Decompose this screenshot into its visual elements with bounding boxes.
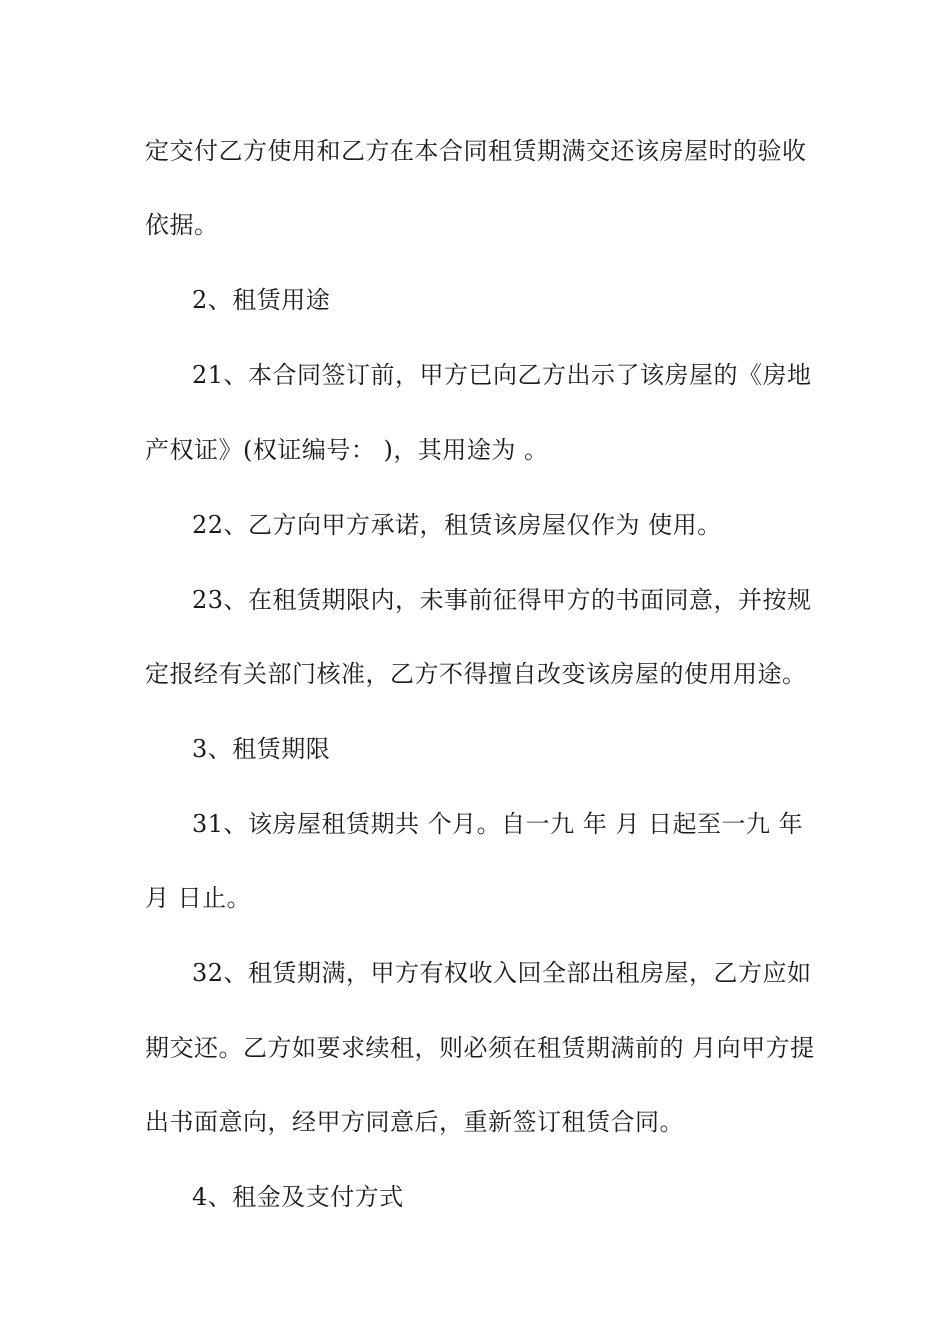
paragraph-line: 21、本合同签订前，甲方已向乙方出示了该房屋的《房地 xyxy=(192,361,812,389)
paragraph-line: 产权证》(权证编号： )，其用途为 。 xyxy=(145,436,549,464)
paragraph-line: 定交付乙方使用和乙方在本合同租赁期满交还该房屋时的验收 xyxy=(145,137,807,165)
paragraph-line: 31、该房屋租赁期共 个月。自一九 年 月 日起至一九 年 xyxy=(192,810,804,838)
paragraph-line: 月 日止。 xyxy=(145,884,252,912)
paragraph-line: 依据。 xyxy=(145,211,219,239)
section-heading: 4、租金及支付方式 xyxy=(192,1183,404,1211)
paragraph-line: 定报经有关部门核准，乙方不得擅自改变该房屋的使用用途。 xyxy=(145,660,807,688)
section-heading: 3、租赁期限 xyxy=(192,735,331,763)
paragraph-line: 期交还。乙方如要求续租，则必须在租赁期满前的 月向甲方提 xyxy=(145,1034,815,1062)
section-heading: 2、租赁用途 xyxy=(192,286,331,314)
paragraph-line: 出书面意向，经甲方同意后，重新签订租赁合同。 xyxy=(145,1108,684,1136)
paragraph-line: 22、乙方向甲方承诺，租赁该房屋仅作为 使用。 xyxy=(192,511,722,539)
paragraph-line: 32、租赁期满，甲方有权收入回全部出租房屋，乙方应如 xyxy=(192,959,812,987)
paragraph-line: 23、在租赁期限内，未事前征得甲方的书面同意，并按规 xyxy=(192,586,812,614)
